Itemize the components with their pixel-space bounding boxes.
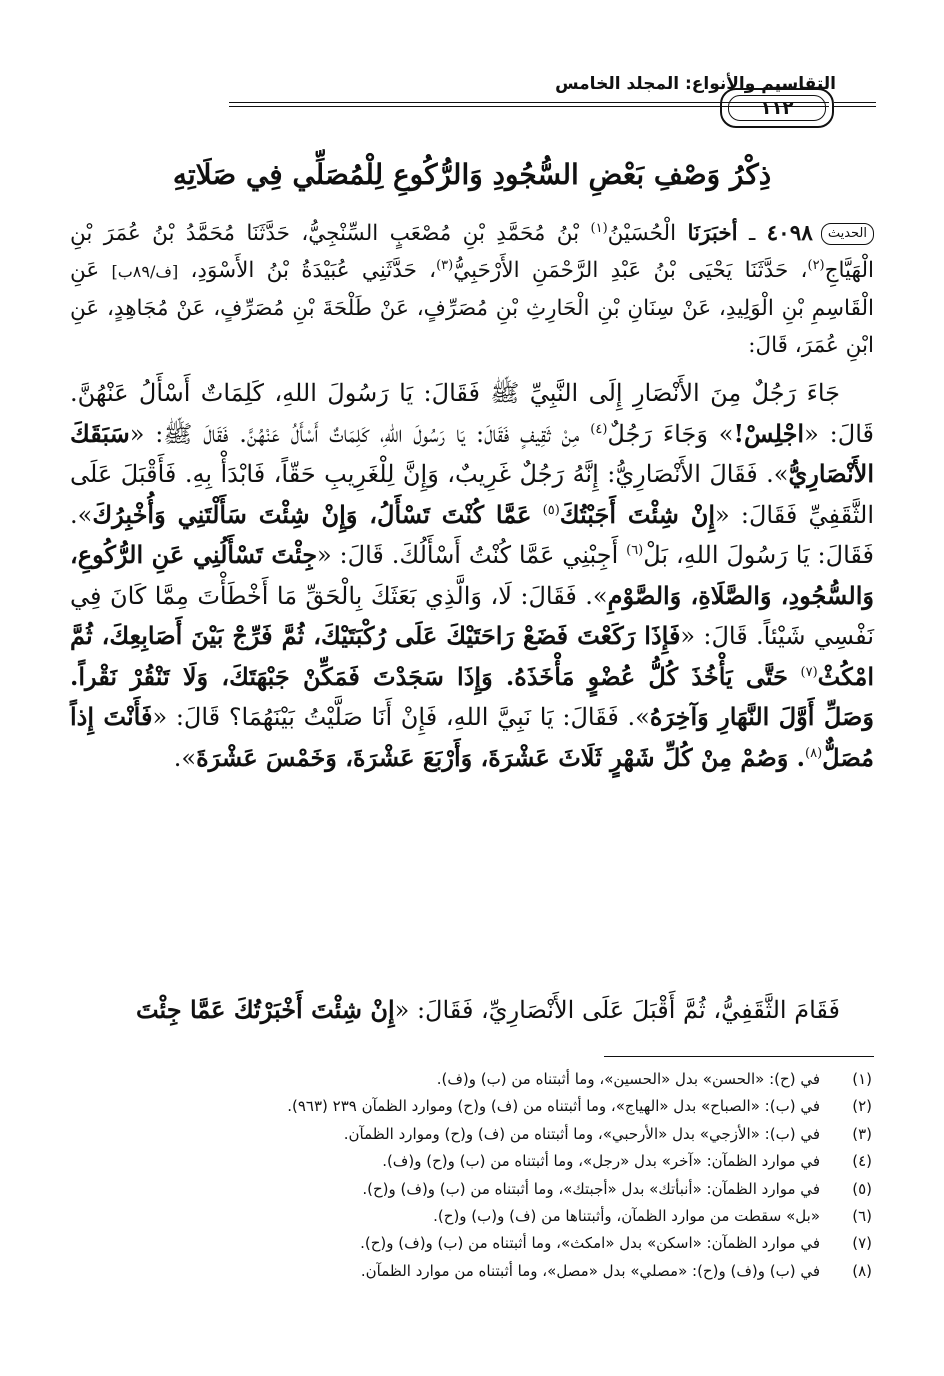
footnote-number: (٧) xyxy=(852,1234,872,1253)
footnote-ref[interactable]: (١) xyxy=(590,220,608,236)
footnote xyxy=(70,1203,872,1230)
prophet-saying: إِنْ شِئْتَ أَخْبَرْتُكَ عَمَّا جِئْتَ xyxy=(135,995,395,1024)
matn-text: أَجِبْنِي عَمَّا كُنْتُ أَسْأَلُكَ. قَالَ: « xyxy=(317,541,619,569)
prophet-saying: سَبَقَكَ الأَنْصَارِيُّ xyxy=(70,418,874,488)
prophet-saying: . وَصُمْ مِنْ كُلِّ شَهْرٍ ثَلَاثَ عَشْرَةَ، وَأَرْبَعَ عَشْرَةَ، وَخَمْسَ عَشْرَةَ xyxy=(196,742,806,772)
footnotes xyxy=(70,1066,872,1285)
prophet-saying: حَتَّى يَأْخُذَ كُلُّ عُضْوٍ مَأْخَذَهُ. وَإِذَا سَجَدْتَ فَمَكِّنْ جَبْهَتَكَ، وَلَا تَنْقُرْ نَقْراً. وَصَلِّ أَوَّلَ النَّهَارِ وَآخِرَهُ xyxy=(70,661,874,731)
footnote-text: «بل» سقطت من موارد الظمآن، وأثبتناها من (ف) و(ب) و(ح). xyxy=(433,1207,820,1226)
prophet-saying: فَإِذَا رَكَعْتَ فَضَعْ رَاحَتَيْكَ عَلَى رُكْبَتَيْكَ، ثُمَّ فَرِّجْ بَيْنَ أَصَابِعِكَ، ثُمَّ امْكُثْ xyxy=(70,621,874,691)
footnote xyxy=(70,1121,872,1148)
footnote-ref[interactable]: (٢) xyxy=(807,257,825,273)
footnote-text: في موارد الظمآن: «آخر» بدل «رجل»، وما أثبتناه من (ب) و(ح) و(ف). xyxy=(382,1152,820,1171)
matn-text: مِنْ ثَقِيفٍ فَقَالَ: يَا رَسُولَ اللهِ، كَلِمَاتٌ أَسْأَلُ عَنْهُنَّ. فَقَالَ ﷺ: « xyxy=(129,419,580,448)
footnote-number: (٦) xyxy=(852,1207,872,1226)
chapter-heading: ذِكْرُ وَصْفِ بَعْضِ السُّجُودِ وَالرُّكُوعِ لِلْمُصَلِّي فِي صَلَاتِهِ xyxy=(172,158,772,191)
prophet-saying: إِنْ شِئْتَ أَجَبْتُكَ xyxy=(559,499,715,529)
footnote-text: في (ح): «الحسن» بدل «الحسين»، وما أثبتناه من (ب) و(ف). xyxy=(436,1070,820,1088)
isnad-text: ، حَدَّثَنَا يَحْيَى بْنُ عَبْدِ الرَّحْمَنِ الأَرْحَبِيُّ xyxy=(453,258,808,283)
footnote-text: في موارد الظمآن: «أنبأتك» بدل «أجبتك»، وما أثبتناه من (ب) و(ف) و(ح). xyxy=(362,1179,820,1198)
matn-text: ». فَقَالَ: يَا نَبِيَّ اللهِ، فَإِنْ أَنَا صَلَّيْتُ بَيْنَهُمَا؟ قَالَ: « xyxy=(152,703,650,731)
footnote-text: في (ب) و(ف) و(ح): «مصلي» بدل «مصل»، وما أثبتناه من موارد الظمآن. xyxy=(360,1261,820,1280)
isnad-text: الْحُسَيْنُ xyxy=(607,221,677,246)
footnote-ref[interactable]: (٣) xyxy=(436,257,454,273)
akhbarana: أخبَرَنَا xyxy=(687,221,738,246)
footnote-number: (٣) xyxy=(852,1124,872,1143)
footnote-text: في (ب): «الأزجي» بدل «الأرحبي»، وما أثبتناه من (ف) و(ح) وموارد الظمآن. xyxy=(343,1124,820,1143)
footnote xyxy=(70,1230,872,1257)
footnote-text: في (ب): «الصباح» بدل «الهياج»، وما أثبتناه من (ف) و(ح) وموارد الظمآن ٢٣٩ (٩٦٣). xyxy=(287,1097,820,1116)
matn-text: » وَجَاءَ رَجُلٌ xyxy=(607,419,734,448)
page-number: ١١٢ xyxy=(728,95,826,121)
footnote-ref[interactable]: (٤) xyxy=(590,421,608,437)
manuscript-ref: [ف/٨٩ب] xyxy=(111,262,179,281)
prophet-saying: عَمَّا كُنْتَ تَسْأَلُ، وَإِنْ شِئْتَ سَأَلْتَنِي وَأُخْبِرُكَ xyxy=(92,499,532,529)
header-rule xyxy=(229,102,829,107)
footnote-text: في موارد الظمآن: «اسكن» بدل «امكث»، وما أثبتناه من (ب) و(ف) و(ح). xyxy=(360,1234,820,1253)
footnote xyxy=(70,1093,872,1120)
page-number-frame xyxy=(720,88,834,128)
matn-text: ». فَقَالَ: يَا رَسُولَ اللهِ، بَلْ xyxy=(70,500,875,569)
matn-text: فَقَامَ الثَّقَفِيُّ، ثُمَّ أَقْبَلَ عَلَى الأَنْصَارِيِّ، فَقَالَ: « xyxy=(394,996,840,1024)
footnote-number: (١) xyxy=(852,1070,872,1088)
hadith-matn xyxy=(70,373,874,778)
isnad-text: بْنُ مُحَمَّدِ بْنِ مُصْعَبٍ السِّنْجِيُّ، حَدَّثَنَا مُحَمَّدُ بْنُ عُمَرَ بْنِ الْهَيَّاجِ xyxy=(70,221,874,283)
footnote xyxy=(70,1258,872,1285)
footnote-ref[interactable]: (٨) xyxy=(805,745,823,761)
footnote-number: (٤) xyxy=(852,1152,872,1171)
footnote xyxy=(70,1176,872,1203)
isnad-text: عَنِ الْقَاسِمِ بْنِ الْوَلِيدِ، عَنْ سِنَانِ بْنِ الْحَارِثِ بْنِ مُصَرِّفٍ، عَنْ طَلْحَةَ بْنِ مُصَرِّفٍ، عَنْ مُجَاهِدٍ، عَنِ ابْنِ عُمَرَ، قَالَ: xyxy=(70,258,874,358)
matn-text: ». فَقَالَ: لَا، وَالَّذِي بَعَثَكَ بِالْحَقِّ مَا أَخْطَأْتَ مِمَّا كَانَ فِي نَفْسِي شَيْئاً. قَالَ: « xyxy=(70,581,874,650)
header-rule xyxy=(834,102,876,107)
footnote-number: (٢) xyxy=(852,1097,872,1116)
hadith-number: ٤٠٩٨ xyxy=(766,221,813,246)
footnote xyxy=(70,1066,872,1093)
footnote-number: (٥) xyxy=(852,1179,872,1198)
isnad-text: ، حَدَّثَنِي عُبَيْدَةُ بْنُ الأَسْوَدِ، xyxy=(190,258,437,283)
running-title: التقاسيم والأنواع: المجلد الخامس xyxy=(555,74,836,94)
hadith-continuation xyxy=(70,990,874,1030)
matn-text: ». فَقَالَ الأَنْصَارِيُّ: إِنَّهُ رَجُلٌ غَرِيبٌ، وَإِنَّ لِلْغَرِيبِ حَقّاً، فَابْدَأْ بِهِ. فَأَقْبَلَ عَلَى الثَّقَفِيِّ فَقَالَ: « xyxy=(70,460,874,529)
footnote-ref[interactable]: (٥) xyxy=(542,502,560,518)
hadith-isnad: الحديث٤٠٩٨ ـ أخبَرَنَا الْحُسَيْنُ$^{(١)}$ بْنُ مُحَمَّدِ بْنِ مُصْعَبٍ السِّنْجِيُّ، حَدَّثَنَا مُحَمَّدُ بْنُ عُمَرَ بْنِ الْهَيَّاجِ$^{(٢)}$، حَدَّثَنَا يَحْيَى بْنُ عَبْدِ الرَّحْمَنِ الأَرْحَبِيُّ$^{(٣)}$، حَدَّثَنِي عُبَيْدَةُ بْنُ الأَسْوَدِ، [ف/٨٩ب] عَنِ الْقَاسِمِ بْنِ الْوَلِيدِ، عَنْ سِنَانِ بْنِ الْحَارِثِ بْنِ مُصَرِّفٍ، عَنْ طَلْحَةَ بْنِ مُصَرِّفٍ، عَنْ مُجَاهِدٍ، عَنِ ابْنِ عُمَرَ، قَالَ: xyxy=(70,220,874,358)
footnote-number: (٨) xyxy=(852,1261,872,1280)
matn-text: جَاءَ رَجُلٌ مِنَ الأَنْصَارِ إِلَى النَّبِيِّ ﷺ فَقَالَ: يَا رَسُولَ اللهِ، كَلِمَاتٌ أَسْأَلُ عَنْهُنَّ. قَالَ: « xyxy=(70,379,874,448)
matn-text: ». xyxy=(173,743,197,772)
prophet-saying: اجْلِسْ! xyxy=(733,418,805,448)
footnote xyxy=(70,1148,872,1175)
prophet-saying: جِئْتَ تَسْأَلُنِي عَنِ الرُّكُوعِ، وَالسُّجُودِ، وَالصَّلَاةِ، وَالصَّوْمِ xyxy=(70,540,875,610)
footnote-ref[interactable]: (٧) xyxy=(800,664,818,680)
footnote-ref[interactable]: (٦) xyxy=(626,543,644,558)
footnote-separator xyxy=(604,1056,874,1057)
hadith-badge: الحديث xyxy=(821,223,874,245)
prophet-saying: فَأَنْتَ إِذاً مُصَلٌّ xyxy=(70,702,874,772)
